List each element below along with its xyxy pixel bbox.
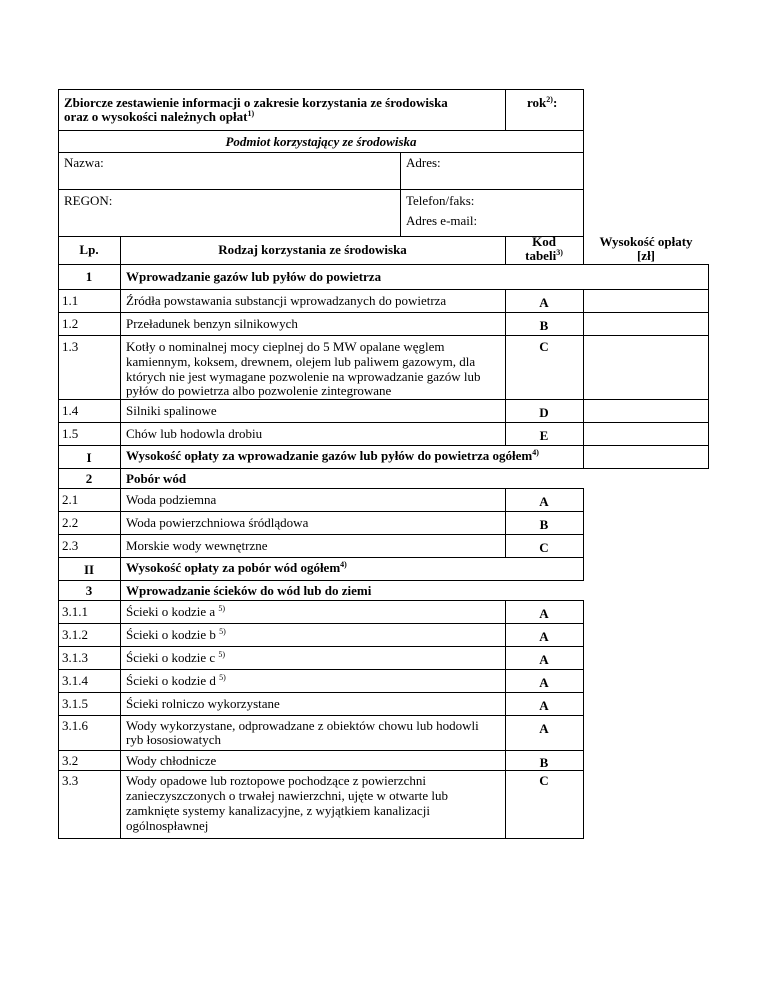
row-3-1-2-label-text: Ścieki o kodzie b	[126, 627, 216, 642]
row-I-label	[126, 448, 539, 464]
row-3-1-1-kod: A	[539, 606, 549, 621]
telefon-label: Telefon/faks:	[406, 193, 475, 208]
row-I-total[interactable]	[584, 446, 708, 468]
row-3-1-5-kod: A	[539, 698, 549, 713]
section-1-title: Wprowadzanie gazów lub pyłów do powietrza	[126, 269, 382, 284]
row-1-5-amount[interactable]	[584, 423, 708, 445]
row-3-1-6-kod: A	[539, 721, 549, 736]
row-1-5-kod: E	[539, 428, 549, 443]
rok-footnote-ref: 2)	[546, 95, 553, 104]
row-2-3-lp: 2.3	[62, 538, 79, 553]
row-3-1-6-amount[interactable]	[584, 716, 708, 750]
adres-label: Adres:	[406, 155, 441, 170]
row-3-3-amount[interactable]	[584, 771, 708, 838]
adres-field[interactable]	[406, 171, 578, 187]
row-2-3-amount[interactable]	[584, 535, 708, 557]
nazwa-field[interactable]	[64, 171, 394, 187]
row-3-3-lp: 3.3	[62, 773, 79, 788]
rok-text: rok	[527, 95, 547, 110]
row-1-3-label-line1: Kotły o nominalnej mocy cieplnej do 5 MW opalane węglem	[126, 339, 445, 354]
row-3-1-4-label-text: Ścieki o kodzie d	[126, 673, 216, 688]
section-2-title: Pobór wód	[126, 471, 187, 486]
row-1-3-lp: 1.3	[62, 339, 79, 354]
row-II-lp: II	[83, 562, 95, 577]
row-3-3-kod: C	[539, 773, 549, 788]
row-1-1-label: Źródła powstawania substancji wprowadzanych do powietrza	[126, 293, 447, 308]
row-1-3-label-line2: kamiennym, koksem, drewnem, olejem lub paliwem gazowym, dla	[126, 354, 476, 369]
row-2-2-amount[interactable]	[584, 512, 708, 534]
row-1-5-lp: 1.5	[62, 426, 79, 441]
row-1-5-label: Chów lub hodowla drobiu	[126, 426, 263, 441]
row-2-2-lp: 2.2	[62, 515, 79, 530]
section-3-title: Wprowadzanie ścieków do wód lub do ziemi	[126, 583, 372, 598]
row-II-label-text: Wysokość opłaty za pobór wód ogółem	[126, 560, 341, 575]
row-3-1-4-amount[interactable]	[584, 670, 708, 692]
row-3-1-2-amount[interactable]	[584, 624, 708, 646]
row-2-3-label: Morskie wody wewnętrzne	[126, 538, 268, 553]
year-field[interactable]	[548, 95, 578, 111]
row-3-3-label-line2: zanieczyszczonych o trwałej nawierzchni, ujęte w otwarte lub	[126, 788, 448, 803]
row-3-3-label-line4: ogólnospławnej	[126, 818, 209, 833]
section-3-lp: 3	[85, 583, 93, 598]
row-1-1-amount[interactable]	[584, 290, 708, 312]
col-wysokosc-header-line1: Wysokość opłaty	[599, 234, 693, 249]
row-3-1-6-label-line1: Wody wykorzystane, odprowadzane z obiektów chowu lub hodowli	[126, 718, 479, 733]
row-3-1-2-kod: A	[539, 629, 549, 644]
row-3-2-lp: 3.2	[62, 753, 79, 768]
row-3-1-2-footnote-ref: 5)	[219, 627, 226, 636]
row-1-4-lp: 1.4	[62, 403, 79, 418]
row-3-1-4-kod: A	[539, 675, 549, 690]
row-3-1-3-kod: A	[539, 652, 549, 667]
row-3-1-3-footnote-ref: 5)	[218, 650, 226, 659]
form-title-line1: Zbiorcze zestawienie informacji o zakresie korzystania ze środowiska	[64, 95, 448, 110]
section-2-lp: 2	[85, 471, 93, 486]
row-3-1-3-label	[126, 650, 225, 666]
row-3-3-label-line3: zamknięte systemy kanalizacyjne, z wyjątkiem kanalizacji	[126, 803, 430, 818]
row-3-1-1-amount[interactable]	[584, 601, 708, 623]
form-title-second-line	[64, 109, 254, 125]
row-1-1-kod: A	[539, 295, 549, 310]
row-3-1-5-amount[interactable]	[584, 693, 708, 715]
row-3-1-4-footnote-ref: 5)	[219, 673, 226, 682]
row-I-lp: I	[86, 450, 92, 465]
row-1-3-amount[interactable]	[584, 336, 708, 399]
row-2-1-label: Woda podziemna	[126, 492, 217, 507]
row-II-label	[126, 560, 347, 576]
kod-tabeli-text: tabeli	[525, 248, 557, 263]
row-2-1-lp: 2.1	[62, 492, 79, 507]
row-2-2-label: Woda powierzchniowa śródlądowa	[126, 515, 309, 530]
row-3-1-5-lp: 3.1.5	[62, 696, 88, 711]
row-3-2-label: Wody chłodnicze	[126, 753, 217, 768]
col-kod-header-line1: Kod	[532, 234, 556, 249]
row-1-2-lp: 1.2	[62, 316, 79, 331]
email-label: Adres e-mail:	[406, 213, 478, 228]
row-3-2-amount[interactable]	[584, 751, 708, 770]
row-3-1-3-label-text: Ścieki o kodzie c	[126, 650, 216, 665]
form-title-line2: oraz o wysokości należnych opłat	[64, 109, 248, 124]
row-2-2-kod: B	[539, 517, 549, 532]
row-II-footnote-ref: 4)	[340, 560, 347, 569]
row-3-1-1-label-text: Ścieki o kodzie a	[126, 604, 216, 619]
row-II-total[interactable]	[584, 558, 708, 580]
row-3-1-1-label	[126, 604, 225, 620]
col-lp-header: Lp.	[79, 242, 99, 257]
row-3-1-6-label-line2: ryb łososiowatych	[126, 732, 221, 747]
col-rodzaj-header: Rodzaj korzystania ze środowiska	[218, 242, 407, 257]
row-3-3-label-line1: Wody opadowe lub roztopowe pochodzące z powierzchni	[126, 773, 427, 788]
row-3-1-1-footnote-ref: 5)	[218, 604, 226, 613]
row-3-1-2-lp: 3.1.2	[62, 627, 88, 642]
col-kod-header-line2	[505, 248, 583, 264]
row-2-1-kod: A	[539, 494, 549, 509]
row-3-1-4-lp: 3.1.4	[62, 673, 88, 688]
row-1-4-amount[interactable]	[584, 400, 708, 422]
row-I-label-text: Wysokość opłaty za wprowadzanie gazów lub pyłów do powietrza ogółem	[126, 448, 533, 463]
kod-footnote-ref: 3)	[556, 248, 563, 257]
row-1-2-label: Przeładunek benzyn silnikowych	[126, 316, 298, 331]
row-3-1-1-lp: 3.1.1	[62, 604, 88, 619]
row-1-1-lp: 1.1	[62, 293, 79, 308]
row-3-1-2-label	[126, 627, 226, 643]
subject-heading: Podmiot korzystający ze środowiska	[225, 134, 417, 149]
row-1-4-label: Silniki spalinowe	[126, 403, 217, 418]
row-3-2-kod: B	[539, 755, 549, 770]
row-I-footnote-ref: 4)	[532, 448, 539, 457]
row-1-3-label-line4: pyłów do powietrza albo pozwolenie zintegrowane	[126, 383, 392, 398]
title-footnote-ref: 1)	[247, 109, 255, 118]
section-1-lp: 1	[85, 269, 93, 284]
row-1-3-label-line3: których nie jest wymagane pozwolenie na wprowadzanie gazów lub	[126, 369, 481, 384]
row-1-2-amount[interactable]	[584, 313, 708, 335]
rok-colon: :	[552, 95, 558, 110]
row-1-4-kod: D	[539, 405, 549, 420]
row-1-3-kod: C	[539, 339, 549, 354]
nazwa-label: Nazwa:	[64, 155, 104, 170]
row-3-1-4-label	[126, 673, 226, 689]
row-3-1-5-label: Ścieki rolniczo wykorzystane	[126, 696, 280, 711]
row-2-3-kod: C	[539, 540, 549, 555]
regon-label: REGON:	[64, 193, 113, 208]
row-3-1-3-lp: 3.1.3	[62, 650, 88, 665]
regon-field[interactable]	[64, 211, 394, 231]
col-wysokosc-header-line2: [zł]	[636, 248, 656, 263]
row-1-2-kod: B	[539, 318, 549, 333]
row-2-1-amount[interactable]	[584, 489, 708, 511]
row-3-1-3-amount[interactable]	[584, 647, 708, 669]
row-3-1-6-lp: 3.1.6	[62, 718, 88, 733]
